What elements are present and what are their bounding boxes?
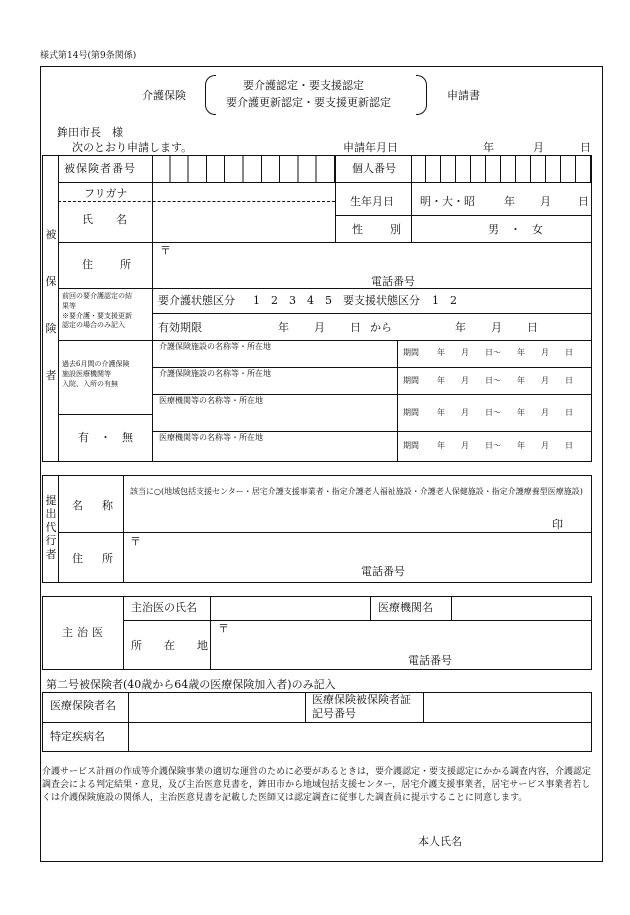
address-label: 住 所: [82, 258, 139, 271]
institution-label: 医療機関名: [378, 601, 433, 614]
insured-no-boxes[interactable]: [152, 155, 335, 182]
doctor-phone-label: 電話番号: [408, 654, 452, 667]
agent-phone-label: 電話番号: [361, 565, 405, 578]
valid-from-month[interactable]: 月: [314, 321, 325, 334]
consent-text: 介護サービス計画の作成等介護保険事業の適切な運営のために必要があるときは，要介護認定・要支援認定にかかる調査内容，介護認定調査会による判定結果・意見，及び主治医意見書を，鉾田市から地域包括支援センター，居宅介護支援事業者，居宅サービス事業者若しくは介護保険施設の関係人，主治医意見書を記載した医師又は認定調査に従事した調査員に提示することに同意します。: [42, 767, 592, 804]
facility-row-3-label: 医療機関等の名称等・所在地: [159, 396, 263, 405]
doctor-address-label: 所 在 地: [131, 639, 208, 652]
title-bracket-left: [205, 75, 216, 115]
care-levels[interactable]: 1 2 3 4 5: [253, 294, 332, 307]
cert-label-1: 医療保険被保険者証: [312, 693, 411, 706]
personal-no-label: 個人番号: [352, 162, 396, 175]
facility-row-2-period-label: 期間: [403, 376, 419, 385]
facility-row-1-period-label: 期間: [403, 348, 419, 357]
agent-address-label: 住 所: [72, 552, 117, 565]
no2-heading: 第二号被保険者(40歳から64歳の医療保険加入者)のみ記入: [46, 678, 336, 691]
addressee: 鉾田市長 様: [57, 126, 123, 139]
disease-label: 特定疾病名: [50, 730, 105, 743]
insurer-label: 医療保険者名: [50, 699, 116, 712]
title-bracket-right: [416, 75, 427, 115]
facility-row-2-label: 介護保険施設の名称等・所在地: [159, 369, 271, 378]
valid-to-day[interactable]: 日: [527, 321, 538, 334]
valid-kara: から: [370, 321, 392, 334]
agent-section-label: 提 出 代 行 者: [45, 494, 57, 561]
signature-label: 本人氏名: [418, 835, 462, 848]
insured-section-label: 被 保 険 者: [45, 228, 57, 382]
birth-era[interactable]: 明・大・昭: [420, 195, 475, 208]
doctor-section: [42, 596, 592, 670]
agent-applicable-note[interactable]: 該当に○(地域包括支援センター・居宅介護支援事業者・指定介護老人福祉施設・介護老人保健施設・指定介護療養型医療施設): [130, 487, 583, 496]
apply-date-year[interactable]: 年: [483, 141, 494, 154]
valid-from-year[interactable]: 年: [278, 321, 289, 334]
facility-row-4-label: 医療機関等の名称等・所在地: [159, 433, 263, 442]
birth-day[interactable]: 日: [578, 195, 589, 208]
past6-note: 過去6月間の介護保険 施設医療機関等 入院、入所の有無: [62, 360, 130, 389]
form-number: 様式第14号(第9条関係): [40, 51, 137, 61]
valid-to-month[interactable]: 月: [491, 321, 502, 334]
agent-seal: 印: [552, 518, 563, 531]
doctor-section-label: 主治医: [62, 626, 107, 639]
insured-no-label: 被保険者番号: [64, 162, 136, 175]
birth-month[interactable]: 月: [540, 195, 551, 208]
agent-postal-mark: 〒: [130, 535, 141, 548]
facility-row-3-period[interactable]: 年 月 日～ 年 月 日: [437, 408, 573, 417]
sex-label: 性 別: [352, 223, 409, 236]
name-input[interactable]: [153, 202, 334, 238]
personal-no-boxes[interactable]: [411, 155, 592, 182]
name-label: 氏 名: [82, 213, 133, 226]
valid-from-day[interactable]: 日: [350, 321, 361, 334]
apply-date-day[interactable]: 日: [580, 141, 591, 154]
apply-date-label: 申請年月日: [343, 141, 398, 154]
postal-mark: 〒: [160, 244, 171, 257]
facility-row-4-period[interactable]: 年 月 日～ 年 月 日: [437, 441, 573, 450]
phone-label: 電話番号: [371, 275, 415, 288]
intro-text: 次のとおり申請します。: [72, 141, 193, 154]
title-right: 申請書: [447, 89, 480, 102]
support-levels[interactable]: 1 2: [432, 294, 457, 307]
title-left: 介護保険: [142, 89, 186, 102]
umu-options[interactable]: 有 ・ 無: [78, 431, 133, 444]
prev-result-note: 前回の要介護認定の結 果等 ※要介護・要支援更新 認定の場合のみ記入: [62, 292, 132, 330]
birth-year[interactable]: 年: [504, 195, 515, 208]
furigana-label: フリガナ: [84, 187, 128, 200]
doctor-postal-mark: 〒: [218, 622, 229, 635]
doctor-name-label: 主治医の氏名: [131, 601, 197, 614]
facility-row-4-period-label: 期間: [403, 441, 419, 450]
support-level-label: 要支援状態区分: [343, 294, 420, 307]
valid-to-year[interactable]: 年: [455, 321, 466, 334]
valid-period-label: 有効期限: [158, 321, 202, 334]
facility-row-1-period[interactable]: 年 月 日～ 年 月 日: [437, 348, 573, 357]
sex-options[interactable]: 男 ・ 女: [488, 223, 543, 236]
title-line-1: 要介護認定・要支援認定: [243, 79, 364, 92]
agent-name-label: 名 称: [72, 499, 117, 512]
facility-row-3-period-label: 期間: [403, 408, 419, 417]
cert-label-2: 記号番号: [312, 707, 356, 720]
facility-row-2-period[interactable]: 年 月 日～ 年 月 日: [437, 376, 573, 385]
title-line-2: 要介護更新認定・要支援更新認定: [226, 96, 391, 109]
apply-date-month[interactable]: 月: [533, 141, 544, 154]
birth-label: 生年月日: [350, 195, 394, 208]
facility-row-1-label: 介護保険施設の名称等・所在地: [159, 342, 271, 351]
care-level-label: 要介護状態区分: [158, 294, 235, 307]
